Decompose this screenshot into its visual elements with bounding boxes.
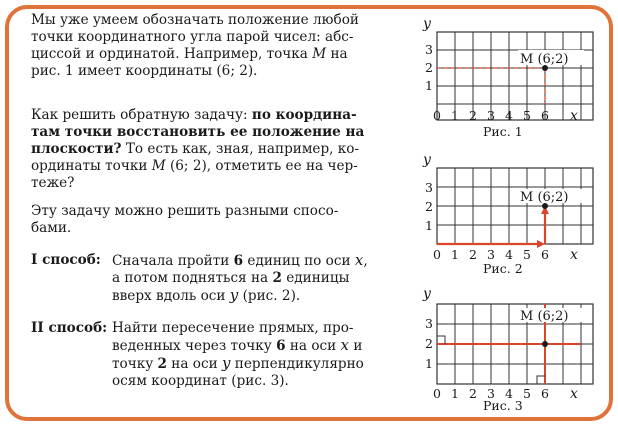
figure-3: [405, 282, 603, 412]
figure-1-svg: [405, 12, 603, 140]
fig2-grid: [437, 168, 593, 244]
fig2-ytick-2: 2: [425, 199, 433, 214]
m1-l2a: а потом подняться на: [112, 270, 273, 286]
fig3-ytick-1: 1: [425, 356, 433, 371]
fig3-ytick-3: 3: [425, 316, 433, 331]
p2-line2: [31, 124, 376, 141]
m2-line3: [112, 355, 382, 373]
fig3-caption: Рис. 3: [483, 398, 523, 412]
figure-2: [405, 148, 603, 276]
p1-line3-end: на: [326, 46, 348, 62]
m2-l2c: и: [349, 338, 363, 354]
fig1-ytick-2: 2: [425, 60, 433, 75]
m2-axis-x: x: [340, 336, 349, 354]
m1-line3: [112, 287, 382, 305]
fig2-point-label: M (6;2): [520, 190, 569, 205]
m1-l3a: вверх вдоль оси: [112, 288, 230, 304]
m1-l1b: единиц по оси: [243, 253, 355, 269]
fig3-xtick-0: 0: [433, 386, 441, 401]
fig2-ytick-1: 1: [425, 218, 433, 233]
p2-line4: [31, 158, 376, 175]
fig2-ytick-3: 3: [425, 180, 433, 195]
m1-axis-y: y: [229, 286, 239, 304]
m1-num2: 2: [272, 270, 282, 286]
m2-l2b: на оси: [285, 338, 341, 354]
p2-line1: [31, 107, 376, 124]
fig2-xtick-3: 3: [487, 247, 495, 262]
m2-l2a: веденных через точку: [112, 338, 277, 354]
fig3-xtick-2: 2: [469, 386, 477, 401]
p1-line4: рис. 1 имеет координаты (6; 2).: [31, 63, 258, 79]
fig3-axis-y: y: [423, 286, 431, 302]
m1-l1a: Сначала пройти: [112, 253, 234, 269]
fig2-xtick-4: 4: [505, 247, 513, 262]
fig3-ytick-2: 2: [425, 336, 433, 351]
fig1-grid: [437, 32, 593, 120]
point-m: M: [312, 46, 327, 62]
fig1-axis-y: y: [423, 16, 431, 32]
fig3-xtick-3: 3: [487, 386, 495, 401]
fig1-xtick-0: 0: [433, 108, 441, 123]
fig1-xtick-4: 4: [505, 108, 513, 123]
fig3-xtick-1: 1: [451, 386, 459, 401]
fig1-ytick-3: 3: [425, 42, 433, 57]
fig1-xtick-6: 6: [541, 108, 549, 123]
fig1-ytick-1: 1: [425, 78, 433, 93]
p1-line2: точки координатного угла парой чисел: абс-: [31, 29, 354, 45]
fig3-axis-x: x: [570, 386, 578, 402]
fig2-xtick-5: 5: [523, 247, 531, 262]
fig3-right-angle-x: [537, 376, 545, 384]
fig3-xtick-4: 4: [505, 386, 513, 401]
fig2-xtick-1: 1: [451, 247, 459, 262]
m2-num2: 2: [157, 356, 167, 372]
fig1-axis-x: x: [570, 108, 578, 124]
fig1-xtick-1: 1: [451, 108, 459, 123]
p2-line3: [31, 141, 376, 158]
p2-rest1: То есть как, зная, например, ко-: [121, 141, 360, 157]
fig3-point-label: M (6;2): [520, 309, 569, 324]
p1-line1: Мы уже умеем обозначать положение любой: [31, 12, 359, 28]
fig2-axis-x: x: [570, 247, 578, 263]
paragraph-2: [31, 107, 376, 192]
figure-2-svg: [405, 148, 603, 276]
p2-point-m: M: [151, 158, 166, 174]
p2-bold2: там точки восстановить ее положение на: [31, 124, 365, 140]
method2-body: [112, 320, 382, 390]
p3-line1: Эту задачу можно решить разными спосо-: [31, 203, 339, 219]
fig3-xtick-6: 6: [541, 386, 549, 401]
fig2-xtick-0: 0: [433, 247, 441, 262]
fig2-caption: Рис. 2: [483, 261, 523, 276]
method1-label: I способ:: [31, 252, 101, 268]
fig3-point-m: [542, 341, 548, 347]
m2-l3a: точку: [112, 356, 158, 372]
m1-l1c: ,: [363, 253, 368, 269]
m2-l3b: на оси: [166, 356, 222, 372]
m2-line4: осям координат (рис. 3).: [112, 373, 289, 389]
fig1-xtick-2: 2: [469, 108, 477, 123]
method1-body: [112, 252, 382, 305]
fig1-xtick-5: 5: [523, 108, 531, 123]
fig2-xtick-6: 6: [541, 247, 549, 262]
p2-bold1: по координа-: [251, 107, 357, 123]
method2-label: II способ:: [31, 320, 108, 336]
fig3-xtick-5: 5: [523, 386, 531, 401]
p2-line5: теже?: [31, 175, 75, 191]
fig3-right-angle-y: [437, 336, 445, 344]
p1-line3-text: циссой и ординатой. Например, точка: [31, 46, 308, 62]
p2-rest2b: (6; 2), отметить ее на чер-: [165, 158, 358, 174]
figure-1: [405, 12, 603, 140]
fig2-axis-y: y: [423, 152, 431, 168]
p2-bold3: плоскости?: [31, 141, 122, 157]
m2-axis-y: y: [221, 354, 231, 372]
p1-line3: [31, 46, 376, 63]
m1-line2: [112, 270, 382, 287]
p3-line2: бами.: [31, 220, 72, 236]
p2-rest2a: ординаты точки: [31, 158, 152, 174]
m1-axis-x: x: [354, 251, 364, 269]
m1-l3b: (рис. 2).: [238, 288, 301, 304]
paragraph-3: [31, 203, 376, 237]
p2-intro: Как решить обратную задачу:: [31, 107, 252, 123]
paragraph-1: [31, 12, 376, 80]
figure-3-svg: [405, 282, 603, 412]
m2-line1: Найти пересечение прямых, про-: [112, 320, 354, 336]
m1-num6: 6: [233, 253, 244, 269]
fig1-caption: Рис. 1: [483, 124, 523, 139]
m1-l2b: единицы: [281, 270, 350, 286]
fig1-point-label: M (6;2): [520, 52, 569, 67]
m2-num6: 6: [276, 338, 286, 354]
m2-l3c: перпендикулярно: [230, 356, 364, 372]
m2-line2: [112, 337, 382, 355]
m1-line1: [112, 252, 382, 270]
fig2-xtick-2: 2: [469, 247, 477, 262]
fig1-xtick-3: 3: [487, 108, 495, 123]
